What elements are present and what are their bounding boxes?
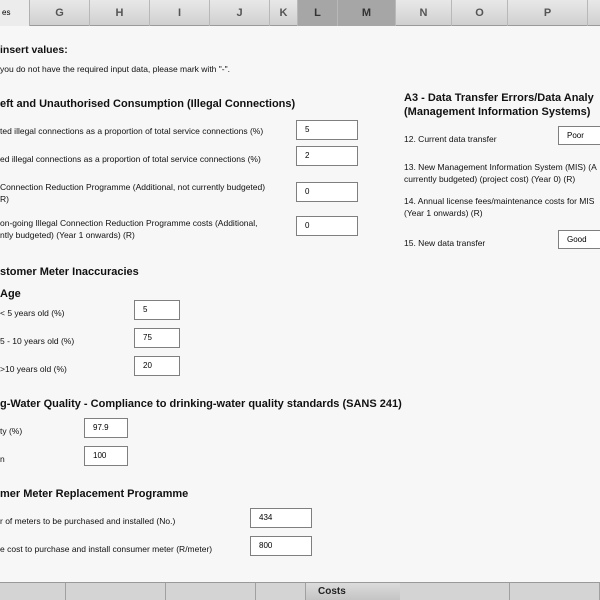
meter-age-r2-label: 5 - 10 years old (%) — [0, 336, 75, 346]
column-header-m[interactable]: M — [338, 0, 396, 26]
intro-note: you do not have the required input data, please mark with "-". — [0, 64, 231, 74]
meter-age-r3-label: >10 years old (%) — [0, 364, 67, 374]
sheet-tabs-bar — [0, 582, 600, 600]
q14-line1: 14. Annual license fees/maintenance costs for MIS — [404, 196, 595, 206]
column-header-l[interactable]: L — [298, 0, 338, 26]
water-r1-label: ty (%) — [0, 426, 23, 436]
a3-heading-line1: A3 - Data Transfer Errors/Data Analy — [404, 92, 594, 104]
replacement-r2-label: e cost to purchase and install consumer meter (R/meter) — [0, 544, 213, 554]
sheet-tab-4[interactable] — [256, 583, 306, 600]
q15-label: 15. New data transfer — [404, 238, 486, 248]
intro-heading: insert values: — [0, 44, 68, 56]
illegal-connections-heading: eft and Unauthorised Consumption (Illegal Connections) — [0, 98, 296, 110]
sheet-tab-2[interactable] — [66, 583, 166, 600]
illegal-r2-label: ed illegal connections as a proportion of total service connections (%) — [0, 154, 261, 164]
column-header-n[interactable]: N — [396, 0, 452, 26]
water-quality-compliance-input[interactable]: 97.9 — [84, 418, 128, 438]
meters-to-purchase-input[interactable]: 434 — [250, 508, 312, 528]
new-data-transfer-select[interactable]: Good — [558, 230, 600, 249]
q12-label: 12. Current data transfer — [404, 134, 497, 144]
illegal-r3-line2: R) — [0, 194, 9, 204]
column-header-o[interactable]: O — [452, 0, 508, 26]
q13-line1: 13. New Management Information System (MIS) (A — [404, 162, 597, 172]
replacement-r1-label: r of meters to be purchased and installed (No.) — [0, 516, 176, 526]
illegal-r3-line1: Connection Reduction Programme (Additional, not currently budgeted) — [0, 182, 266, 192]
ongoing-programme-cost-input[interactable]: 0 — [296, 216, 358, 236]
meter-5-to-10-years-input[interactable]: 75 — [134, 328, 180, 348]
meter-over-10-years-input[interactable]: 20 — [134, 356, 180, 376]
sheet-tab-6[interactable] — [400, 583, 510, 600]
q14-line2: (Year 1 onwards) (R) — [404, 208, 483, 218]
a3-heading-line2: (Management Information Systems) — [404, 106, 591, 118]
illegal-r1-label: ted illegal connections as a proportion of total service connections (%) — [0, 126, 264, 136]
meter-under-5-years-input[interactable]: 5 — [134, 300, 180, 320]
current-data-transfer-select[interactable]: Poor — [558, 126, 600, 145]
meter-unit-cost-input[interactable]: 800 — [250, 536, 312, 556]
meter-age-r1-label: < 5 years old (%) — [0, 308, 65, 318]
sheet-tab-fragment[interactable]: es — [0, 0, 30, 26]
column-header-i[interactable]: I — [150, 0, 210, 26]
reduction-programme-cost-input[interactable]: 0 — [296, 182, 358, 202]
water-r2-label: n — [0, 454, 5, 464]
illegal-r4-line2: ntly budgeted) (Year 1 onwards) (R) — [0, 230, 135, 240]
sheet-tab-3[interactable] — [166, 583, 256, 600]
q13-line2: currently budgeted) (project cost) (Year 0) (R) — [404, 174, 576, 184]
sheet-tab-7[interactable] — [510, 583, 600, 600]
illegal-connections-current-input[interactable]: 5 — [296, 120, 358, 140]
column-header-h[interactable]: H — [90, 0, 150, 26]
costs-tab-label[interactable]: Costs — [318, 586, 346, 597]
meter-inaccuracies-heading: stomer Meter Inaccuracies — [0, 266, 139, 278]
column-header-k[interactable]: K — [270, 0, 298, 26]
column-header-bar — [0, 0, 600, 26]
illegal-connections-target-input[interactable]: 2 — [296, 146, 358, 166]
water-quality-target-input[interactable]: 100 — [84, 446, 128, 466]
worksheet-area — [0, 26, 600, 582]
water-quality-heading: g-Water Quality - Compliance to drinking-water quality standards (SANS 241) — [0, 398, 402, 410]
meter-age-heading: Age — [0, 288, 21, 300]
column-header-j[interactable]: J — [210, 0, 270, 26]
sheet-tab-1[interactable] — [0, 583, 66, 600]
column-header-p[interactable]: P — [508, 0, 588, 26]
illegal-r4-line1: on-going Illegal Connection Reduction Programme costs (Additional, — [0, 218, 258, 228]
replacement-heading: mer Meter Replacement Programme — [0, 488, 189, 500]
column-header-g[interactable]: G — [30, 0, 90, 26]
